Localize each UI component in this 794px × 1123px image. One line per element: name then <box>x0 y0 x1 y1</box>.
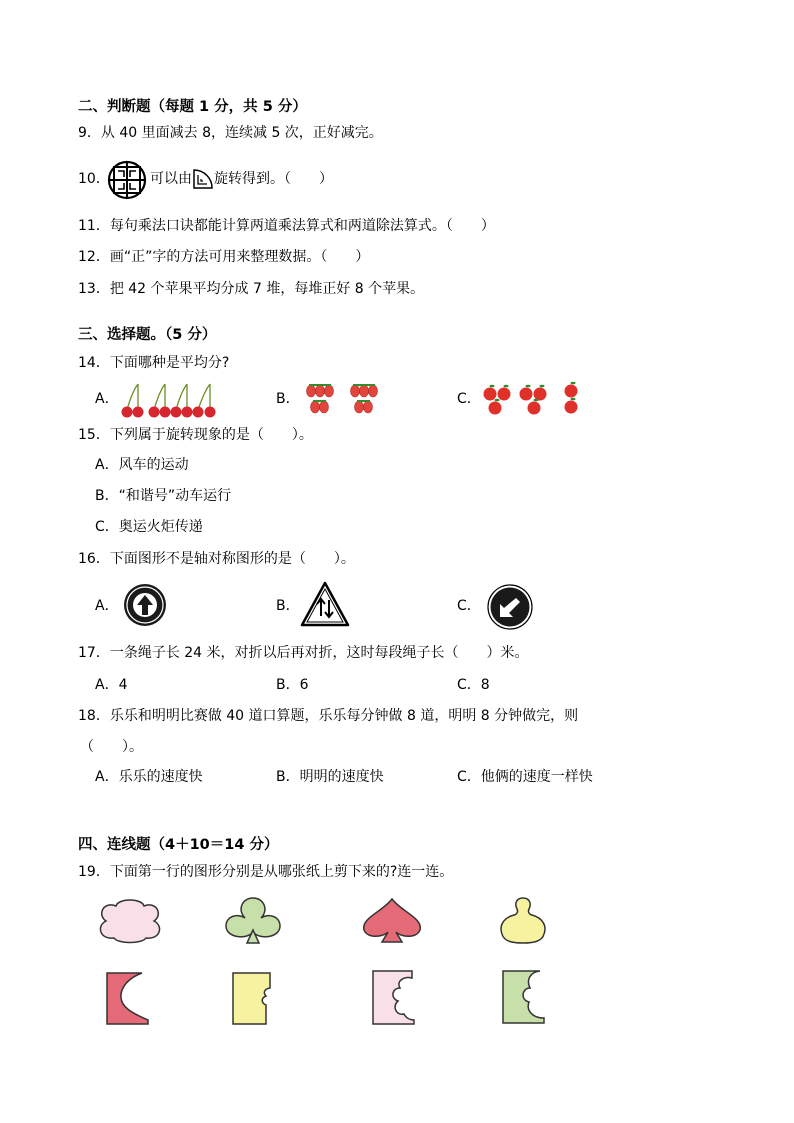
option-b: B．明明的速度快 <box>276 769 384 785</box>
option-c-label: C． <box>457 391 481 407</box>
yellow-paper-piece <box>230 970 274 1026</box>
option-a-label: A． <box>95 391 119 407</box>
question-18-continuation: （ ）。 <box>80 739 143 755</box>
question-text: 下列属于旋转现象的是（ ）。 <box>109 427 313 443</box>
question-number: 14． <box>78 355 110 371</box>
diagonal-arrow-sign-icon <box>486 583 534 631</box>
question-11 <box>78 217 495 235</box>
option-a: A．乐乐的速度快 <box>95 769 203 785</box>
question-10-end: 旋转得到。（ ） <box>214 171 333 187</box>
cherries-icon <box>118 380 218 420</box>
question-number: 16． <box>78 551 110 567</box>
option-a-label: A． <box>95 598 119 614</box>
option-c: C．8 <box>457 677 490 693</box>
option-c: C．奥运火炬传递 <box>95 519 203 535</box>
option-b: B．“和谐号”动车运行 <box>95 488 232 504</box>
option-b: B．6 <box>276 677 309 693</box>
question-number: 18． <box>78 708 110 724</box>
question-10 <box>78 170 110 188</box>
club-shape <box>220 896 286 946</box>
question-number: 13． <box>78 281 110 297</box>
question-14 <box>78 354 229 372</box>
green-paper-piece <box>500 968 546 1026</box>
two-way-traffic-sign-icon <box>299 580 351 628</box>
pattern-quarter-icon <box>193 169 213 189</box>
section-title-matching: 四、连线题（4＋10＝14 分） <box>78 837 279 853</box>
section-title-judgement: 二、判断题（每题 1 分，共 5 分） <box>78 99 307 115</box>
option-c-label: C． <box>457 598 481 614</box>
pink-paper-piece <box>370 968 416 1026</box>
question-text: 一条绳子长 24 米，对折以后再对折，这时每段绳子长（ ）米。 <box>109 645 529 661</box>
apples-icon <box>480 381 580 417</box>
option-c: C．他俩的速度一样快 <box>457 769 593 785</box>
question-10-mid: 可以由 <box>150 171 192 187</box>
question-number: 17． <box>78 645 110 661</box>
question-text: 把 42 个苹果平均分成 7 堆，每堆正好 8 个苹果。 <box>109 281 425 297</box>
question-15 <box>78 426 313 444</box>
question-number: 19． <box>78 864 110 880</box>
option-a: A．4 <box>95 677 128 693</box>
cloud-flower-shape <box>94 898 166 944</box>
question-text: 下面第一行的图形分别是从哪张纸上剪下来的?连一连。 <box>109 864 454 880</box>
question-text: 从 40 里面减去 8，连续减 5 次，正好减完。 <box>100 125 383 141</box>
question-number: 12． <box>78 249 110 265</box>
question-19 <box>78 863 453 881</box>
red-paper-piece <box>104 970 150 1026</box>
option-a: A．风车的运动 <box>95 457 189 473</box>
up-arrow-sign-icon <box>122 582 168 628</box>
chinese-window-pattern-icon <box>107 160 147 200</box>
question-text: 下面图形不是轴对称图形的是（ ）。 <box>109 551 355 567</box>
question-number: 10． <box>78 171 110 187</box>
question-number: 9． <box>78 125 101 141</box>
question-16 <box>78 550 355 568</box>
spade-shape <box>358 896 426 944</box>
question-text: 乐乐和明明比赛做 40 道口算题，乐乐每分钟做 8 道，明明 8 分钟做完，则 <box>109 708 579 724</box>
question-text: 每句乘法口诀都能计算两道乘法算式和两道除法算式。（ ） <box>109 218 495 234</box>
question-17 <box>78 644 529 662</box>
question-number: 11． <box>78 218 110 234</box>
question-9 <box>78 124 383 142</box>
question-text: 画“正”字的方法可用来整理数据。（ ） <box>109 249 370 265</box>
section-title-choice: 三、选择题。（5 分） <box>78 327 217 343</box>
option-b-label: B． <box>276 391 300 407</box>
gourd-shape <box>496 894 550 946</box>
option-b-label: B． <box>276 598 300 614</box>
question-number: 15． <box>78 427 110 443</box>
strawberries-icon <box>302 382 384 416</box>
question-text: 下面哪种是平均分? <box>109 355 230 371</box>
question-13 <box>78 280 424 298</box>
question-12 <box>78 248 369 266</box>
question-18 <box>78 707 578 725</box>
